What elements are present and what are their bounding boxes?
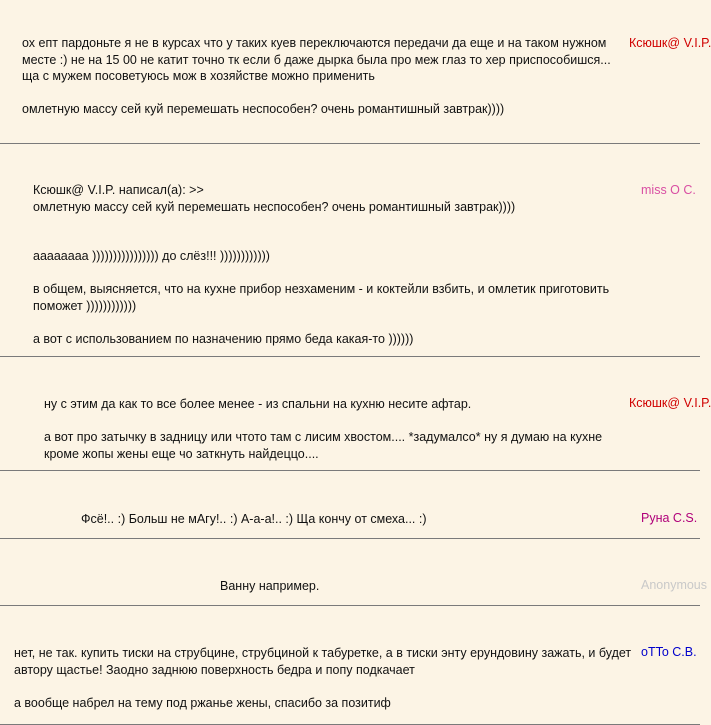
post-body [220, 578, 600, 595]
post-author[interactable]: Руна C.S. [641, 511, 698, 525]
post-text: ох епт пардоньте я не в курсах что у таких куев переключаются передачи да еще и на таком нужном месте :) не на 15 00 не катит точно тк если б даже дырка была про меж глаз то хер приспособишся... ща с мужем посоветуюсь мож в хозяйстве можно применить [22, 36, 611, 83]
post-author[interactable]: oTTo C.B. [641, 645, 697, 659]
post [0, 144, 700, 357]
post-body [44, 396, 604, 462]
post-author[interactable]: Ксюшк@ V.I.P. [629, 36, 711, 50]
post [0, 539, 708, 606]
post-author[interactable]: Ксюшк@ V.I.P. [629, 396, 711, 410]
post-text: Фсё!.. :) Больш не мАгу!.. :) А-а-а!.. :) Ща кончу от смеха... :) [81, 512, 427, 526]
post-text: аааааааа )))))))))))))))) до слёз!!! )))))))))))) [33, 249, 270, 263]
post-text: нет, не так. купить тиски на струбцине, струбциной к табуретке, а в тиски энту ерундовину зажать, и будет автору щастье! Заодно заднюю поверхность бедра и попу подкачает [14, 646, 635, 677]
post-text: ну с этим да как то все более менее - из спальни на кухню несите афтар. [44, 397, 472, 411]
post-text: в общем, выясняется, что на кухне прибор незхаменим - и коктейли взбить, и омлетик приготовить поможет )))))))))))) [33, 282, 613, 313]
post-author[interactable]: miss O C. [641, 183, 696, 197]
post-text: а вот с использованием по назначению прямо беда какая-то )))))) [33, 331, 414, 346]
post-author[interactable]: Anonymous [641, 578, 708, 592]
post-text: Ванну например. [220, 579, 320, 593]
post-text: а вообще набрел на тему под ржанье жены, спасибо за позитиф [14, 695, 391, 710]
post [0, 606, 700, 725]
post-text: а вот про затычку в задницу или чтото там с лисим хвостом.... *задумалсо* ну я думаю на кухне кроме жопы жены еще чо заткнуть найдеццо.... [44, 430, 606, 461]
post [0, 0, 711, 144]
post-body [33, 182, 643, 347]
post-text: омлетную массу сей куй перемешать неспособен? очень романтишный завтрак)))) [22, 102, 505, 116]
post-body [14, 645, 635, 711]
quote-text: Ксюшк@ V.I.P. написал(а): >> омлетную массу сей куй перемешать неспособен? очень романтишный завтрак)))) [33, 183, 516, 214]
post-body [81, 511, 621, 528]
post [0, 471, 700, 539]
post [0, 357, 711, 471]
post-body [22, 35, 612, 118]
